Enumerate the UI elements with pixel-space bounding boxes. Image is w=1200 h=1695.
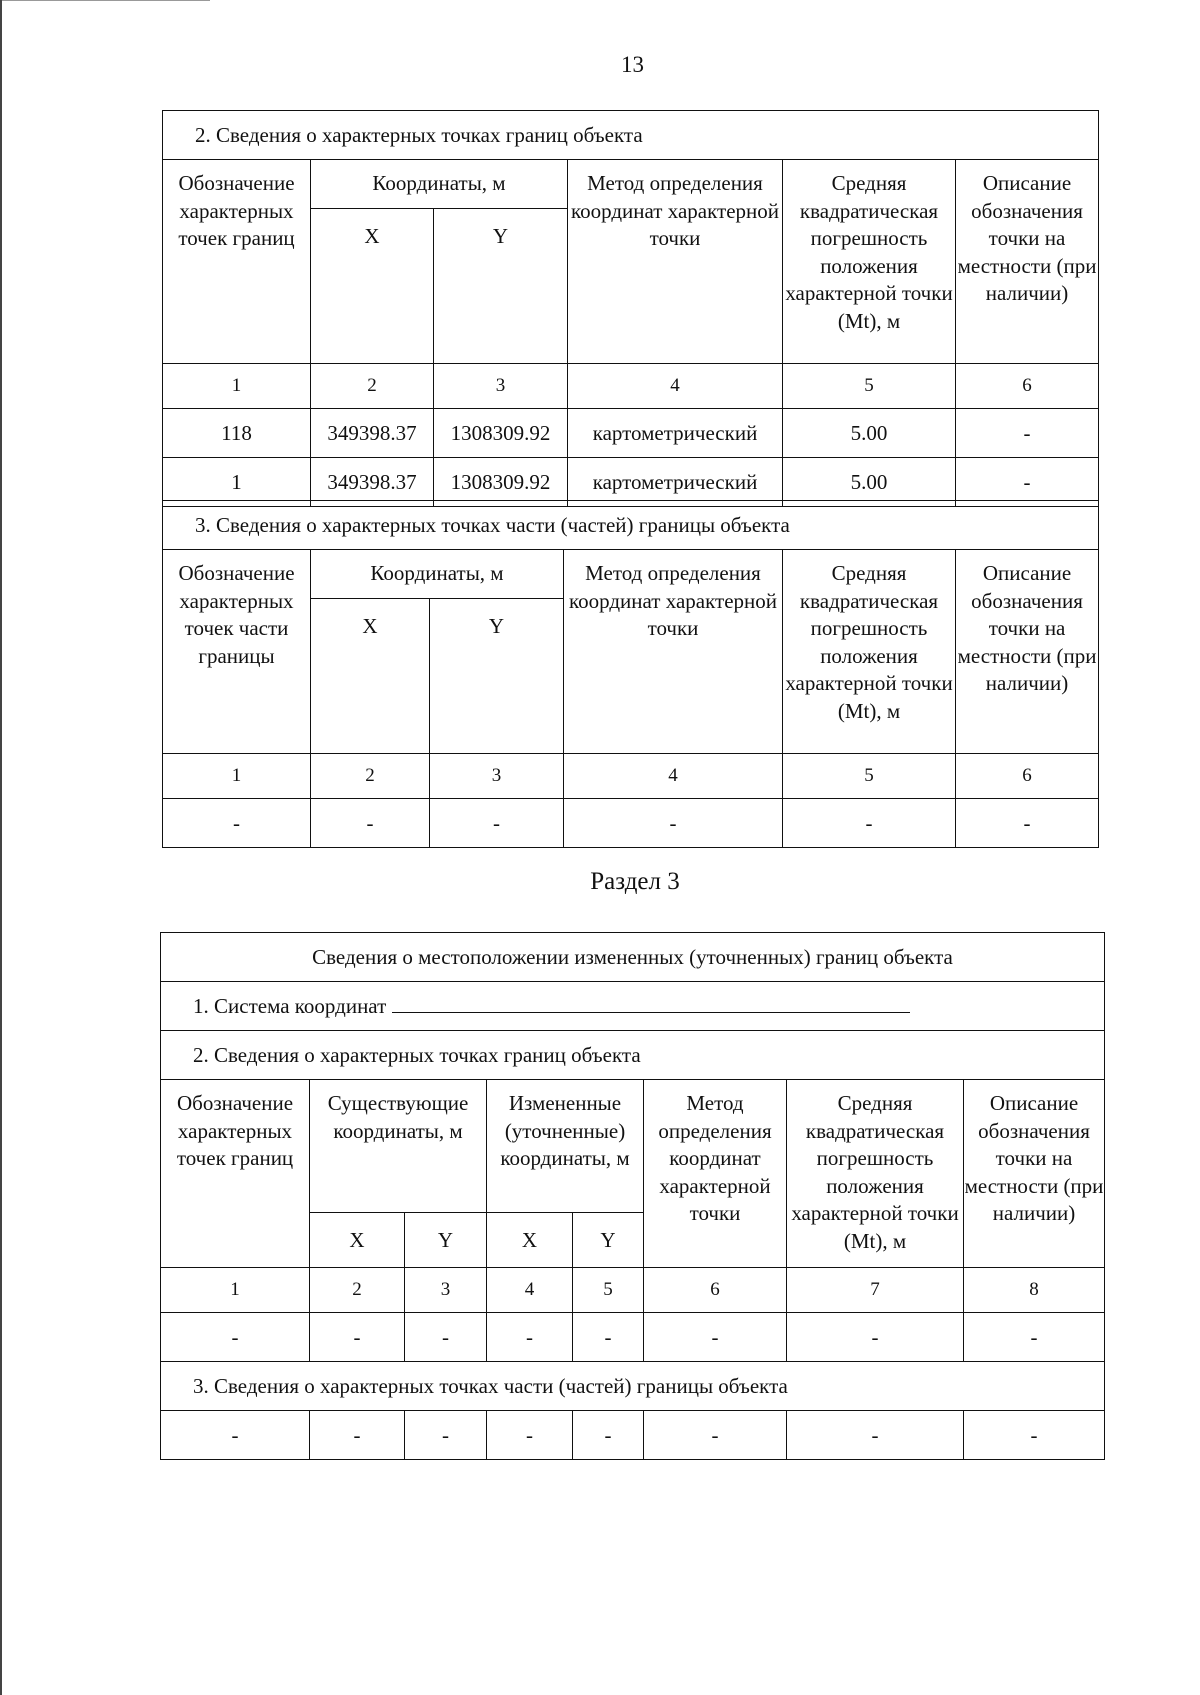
- header-designation: Обозначение характерных точек границ: [163, 160, 311, 364]
- table-title: 3. Сведения о характерных точках части (частей) границы объекта: [163, 501, 1099, 550]
- header-changed-coordinates: Измененные (уточненные) координаты, м: [487, 1080, 644, 1213]
- column-number: 5: [783, 754, 956, 799]
- header-description: Описание обозначения точки на местности (при наличии): [956, 160, 1099, 364]
- coordinate-system-label: 1. Система координат: [193, 993, 387, 1018]
- column-numbers-row: [163, 754, 1099, 799]
- header-error: Средняя квадратическая погрешность положения характерной точки (Mt), м: [783, 550, 956, 754]
- table-title: 2. Сведения о характерных точках границ объекта: [163, 111, 1099, 160]
- header-method: Метод определения координат характерной точки: [568, 160, 783, 364]
- empty-cell: -: [405, 1313, 487, 1362]
- column-number: 4: [487, 1268, 573, 1313]
- section-title: Раздел 3: [590, 868, 680, 895]
- empty-cell: -: [573, 1313, 644, 1362]
- table-row: [161, 1411, 1105, 1460]
- empty-cell: -: [163, 799, 311, 848]
- empty-cell: -: [310, 1313, 405, 1362]
- empty-cell: -: [644, 1313, 787, 1362]
- method-value: картометрический: [568, 409, 783, 458]
- column-numbers-row: [163, 364, 1099, 409]
- changed-boundaries-table: [160, 932, 1105, 1460]
- header-x: X: [311, 209, 434, 364]
- header-coordinates: Координаты, м: [311, 550, 564, 599]
- header-existing-y: Y: [405, 1213, 487, 1268]
- column-number: 8: [964, 1268, 1105, 1313]
- column-number: 2: [311, 364, 434, 409]
- column-number: 4: [568, 364, 783, 409]
- point-id: 118: [163, 409, 311, 458]
- column-number: 1: [161, 1268, 310, 1313]
- column-number: 3: [405, 1268, 487, 1313]
- column-number: 6: [956, 364, 1099, 409]
- header-error: Средняя квадратическая погрешность положения характерной точки (Mt), м: [783, 160, 956, 364]
- empty-cell: -: [487, 1313, 573, 1362]
- empty-cell: -: [310, 1411, 405, 1460]
- column-numbers-row: [161, 1268, 1105, 1313]
- header-designation: Обозначение характерных точек границ: [161, 1080, 310, 1268]
- header-method: Метод определения координат характерной точки: [564, 550, 783, 754]
- empty-cell: -: [783, 799, 956, 848]
- empty-cell: -: [161, 1411, 310, 1460]
- empty-cell: -: [964, 1411, 1105, 1460]
- coordinate-system-row: [161, 982, 1105, 1031]
- empty-cell: -: [487, 1411, 573, 1460]
- empty-cell: -: [161, 1313, 310, 1362]
- coordinate-system-blank: [392, 994, 910, 1013]
- header-changed-y: Y: [573, 1213, 644, 1268]
- header-existing-coordinates: Существующие координаты, м: [310, 1080, 487, 1213]
- error-value: 5.00: [783, 409, 956, 458]
- description-value: -: [956, 458, 1099, 507]
- empty-cell: -: [787, 1411, 964, 1460]
- method-value: картометрический: [568, 458, 783, 507]
- column-number: 6: [644, 1268, 787, 1313]
- column-number: 7: [787, 1268, 964, 1313]
- table-subtitle: 2. Сведения о характерных точках границ объекта: [161, 1031, 1105, 1080]
- page-number: 13: [621, 52, 644, 77]
- header-designation: Обозначение характерных точек части границы: [163, 550, 311, 754]
- part-subtitle: 3. Сведения о характерных точках части (частей) границы объекта: [161, 1362, 1105, 1411]
- empty-cell: -: [564, 799, 783, 848]
- empty-cell: -: [787, 1313, 964, 1362]
- scan-artifact-line: [0, 0, 210, 1]
- description-value: -: [956, 409, 1099, 458]
- header-changed-x: X: [487, 1213, 573, 1268]
- empty-cell: -: [311, 799, 430, 848]
- column-number: 4: [564, 754, 783, 799]
- part-boundary-points-table: [162, 500, 1099, 848]
- column-number: 3: [434, 364, 568, 409]
- coord-y: 1308309.92: [434, 458, 568, 507]
- empty-cell: -: [430, 799, 564, 848]
- table-row: [161, 1313, 1105, 1362]
- table-row: [163, 409, 1099, 458]
- column-number: 1: [163, 364, 311, 409]
- header-x: X: [311, 599, 430, 754]
- table-title: Сведения о местоположении измененных (уточненных) границ объекта: [161, 933, 1105, 982]
- column-number: 3: [430, 754, 564, 799]
- header-description: Описание обозначения точки на местности (при наличии): [956, 550, 1099, 754]
- header-method: Метод определения координат характерной точки: [644, 1080, 787, 1268]
- coord-y: 1308309.92: [434, 409, 568, 458]
- header-existing-x: X: [310, 1213, 405, 1268]
- empty-cell: -: [644, 1411, 787, 1460]
- column-number: 2: [310, 1268, 405, 1313]
- empty-cell: -: [573, 1411, 644, 1460]
- header-y: Y: [430, 599, 564, 754]
- coord-x: 349398.37: [311, 458, 434, 507]
- column-number: 1: [163, 754, 311, 799]
- boundary-points-table: [162, 110, 1099, 507]
- header-error: Средняя квадратическая погрешность положения характерной точки (Mt), м: [787, 1080, 964, 1268]
- header-description: Описание обозначения точки на местности (при наличии): [964, 1080, 1105, 1268]
- empty-cell: -: [405, 1411, 487, 1460]
- column-number: 5: [573, 1268, 644, 1313]
- column-number: 5: [783, 364, 956, 409]
- column-number: 6: [956, 754, 1099, 799]
- point-id: 1: [163, 458, 311, 507]
- table-row: [163, 799, 1099, 848]
- scan-edge: [0, 0, 2, 1695]
- header-coordinates: Координаты, м: [311, 160, 568, 209]
- column-number: 2: [311, 754, 430, 799]
- coord-x: 349398.37: [311, 409, 434, 458]
- empty-cell: -: [964, 1313, 1105, 1362]
- empty-cell: -: [956, 799, 1099, 848]
- error-value: 5.00: [783, 458, 956, 507]
- header-y: Y: [434, 209, 568, 364]
